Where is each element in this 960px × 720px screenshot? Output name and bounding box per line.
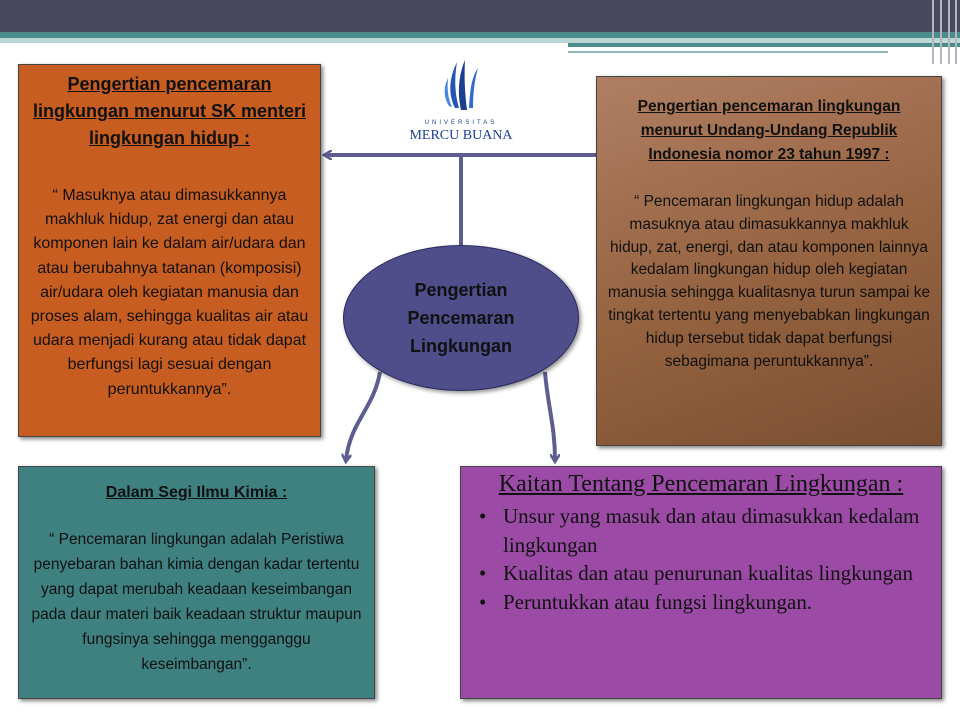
bullet-icon: • bbox=[479, 561, 487, 585]
box-kimia-title: Dalam Segi Ilmu Kimia : bbox=[105, 484, 288, 501]
connector-to-kimia-arrow bbox=[346, 372, 380, 460]
list-item-text: Peruntukkan atau fungsi lingkungan. bbox=[503, 589, 813, 614]
kaitan-list bbox=[471, 502, 931, 616]
box-kaitan bbox=[460, 466, 942, 699]
center-node bbox=[343, 245, 579, 391]
box-kimia-body: “ Pencemaran lingkungan adalah Peristiwa penyebaran bahan kimia dengan kadar tertentu yang dapat merubah keadaan keseimbangan pada daur materi baik keadaan struktur maupun fungsinya sehingga mengganggu keseimbangan”. bbox=[31, 531, 362, 673]
logo-mark-icon bbox=[408, 58, 514, 120]
list-item bbox=[471, 502, 931, 559]
box-sk-title: Pengertian pencemaran lingkungan menurut SK menteri lingkungan hidup : bbox=[32, 74, 307, 148]
box-kaitan-title: Kaitan Tentang Pencemaran Lingkungan : bbox=[498, 471, 904, 497]
box-uu-title: Pengertian pencemaran lingkungan menurut Undang-Undang Republik Indonesia nomor 23 tahun 1997 : bbox=[637, 98, 901, 163]
list-item-text: Kualitas dan atau penurunan kualitas lingkungan bbox=[503, 561, 913, 585]
logo-name-text: MERCU BUANA bbox=[409, 128, 513, 143]
logo-university-text: UNIVERSITAS bbox=[424, 120, 498, 126]
center-label-line: Lingkungan bbox=[410, 336, 512, 356]
box-uu-definition bbox=[596, 76, 942, 446]
center-label bbox=[407, 276, 514, 360]
center-label-line: Pengertian bbox=[414, 280, 508, 300]
list-item-text: Unsur yang masuk dan atau dimasukkan kedalam lingkungan bbox=[503, 504, 920, 557]
box-chemistry-definition bbox=[18, 466, 375, 699]
bullet-icon: • bbox=[479, 504, 487, 528]
center-label-line: Pencemaran bbox=[407, 308, 515, 328]
university-logo bbox=[408, 58, 514, 148]
box-uu-body: “ Pencemaran lingkungan hidup adalah masuknya atau dimasukkannya makhluk hidup, zat, energi, dan atau komponen lainnya kedalam lingkungan hidup oleh kegiatan manusia sehingga kualitasnya turun sampai ke tingkat tertentu yang menyebabkan lingkungan hidup tersebut tidak dapat berfungsi sebagimana peruntukkannya”. bbox=[607, 193, 931, 370]
list-item bbox=[471, 559, 931, 588]
connector-to-kaitan-arrow bbox=[545, 372, 555, 460]
box-sk-body: “ Masuknya atau dimasukkannya makhluk hidup, zat energi dan atau komponen lain ke dalam air/udara dan atau berubahnya tatanan (komposisi) air/udara oleh kegiatan manusia dan proses alam, sehingga kualitas air atau udara menjadi kurang atau tidak dapat berfungsi lagi sesuai dengan peruntukkannya”. bbox=[30, 187, 309, 398]
list-item bbox=[471, 588, 931, 617]
box-sk-definition bbox=[18, 64, 321, 437]
bullet-icon: • bbox=[479, 589, 487, 614]
